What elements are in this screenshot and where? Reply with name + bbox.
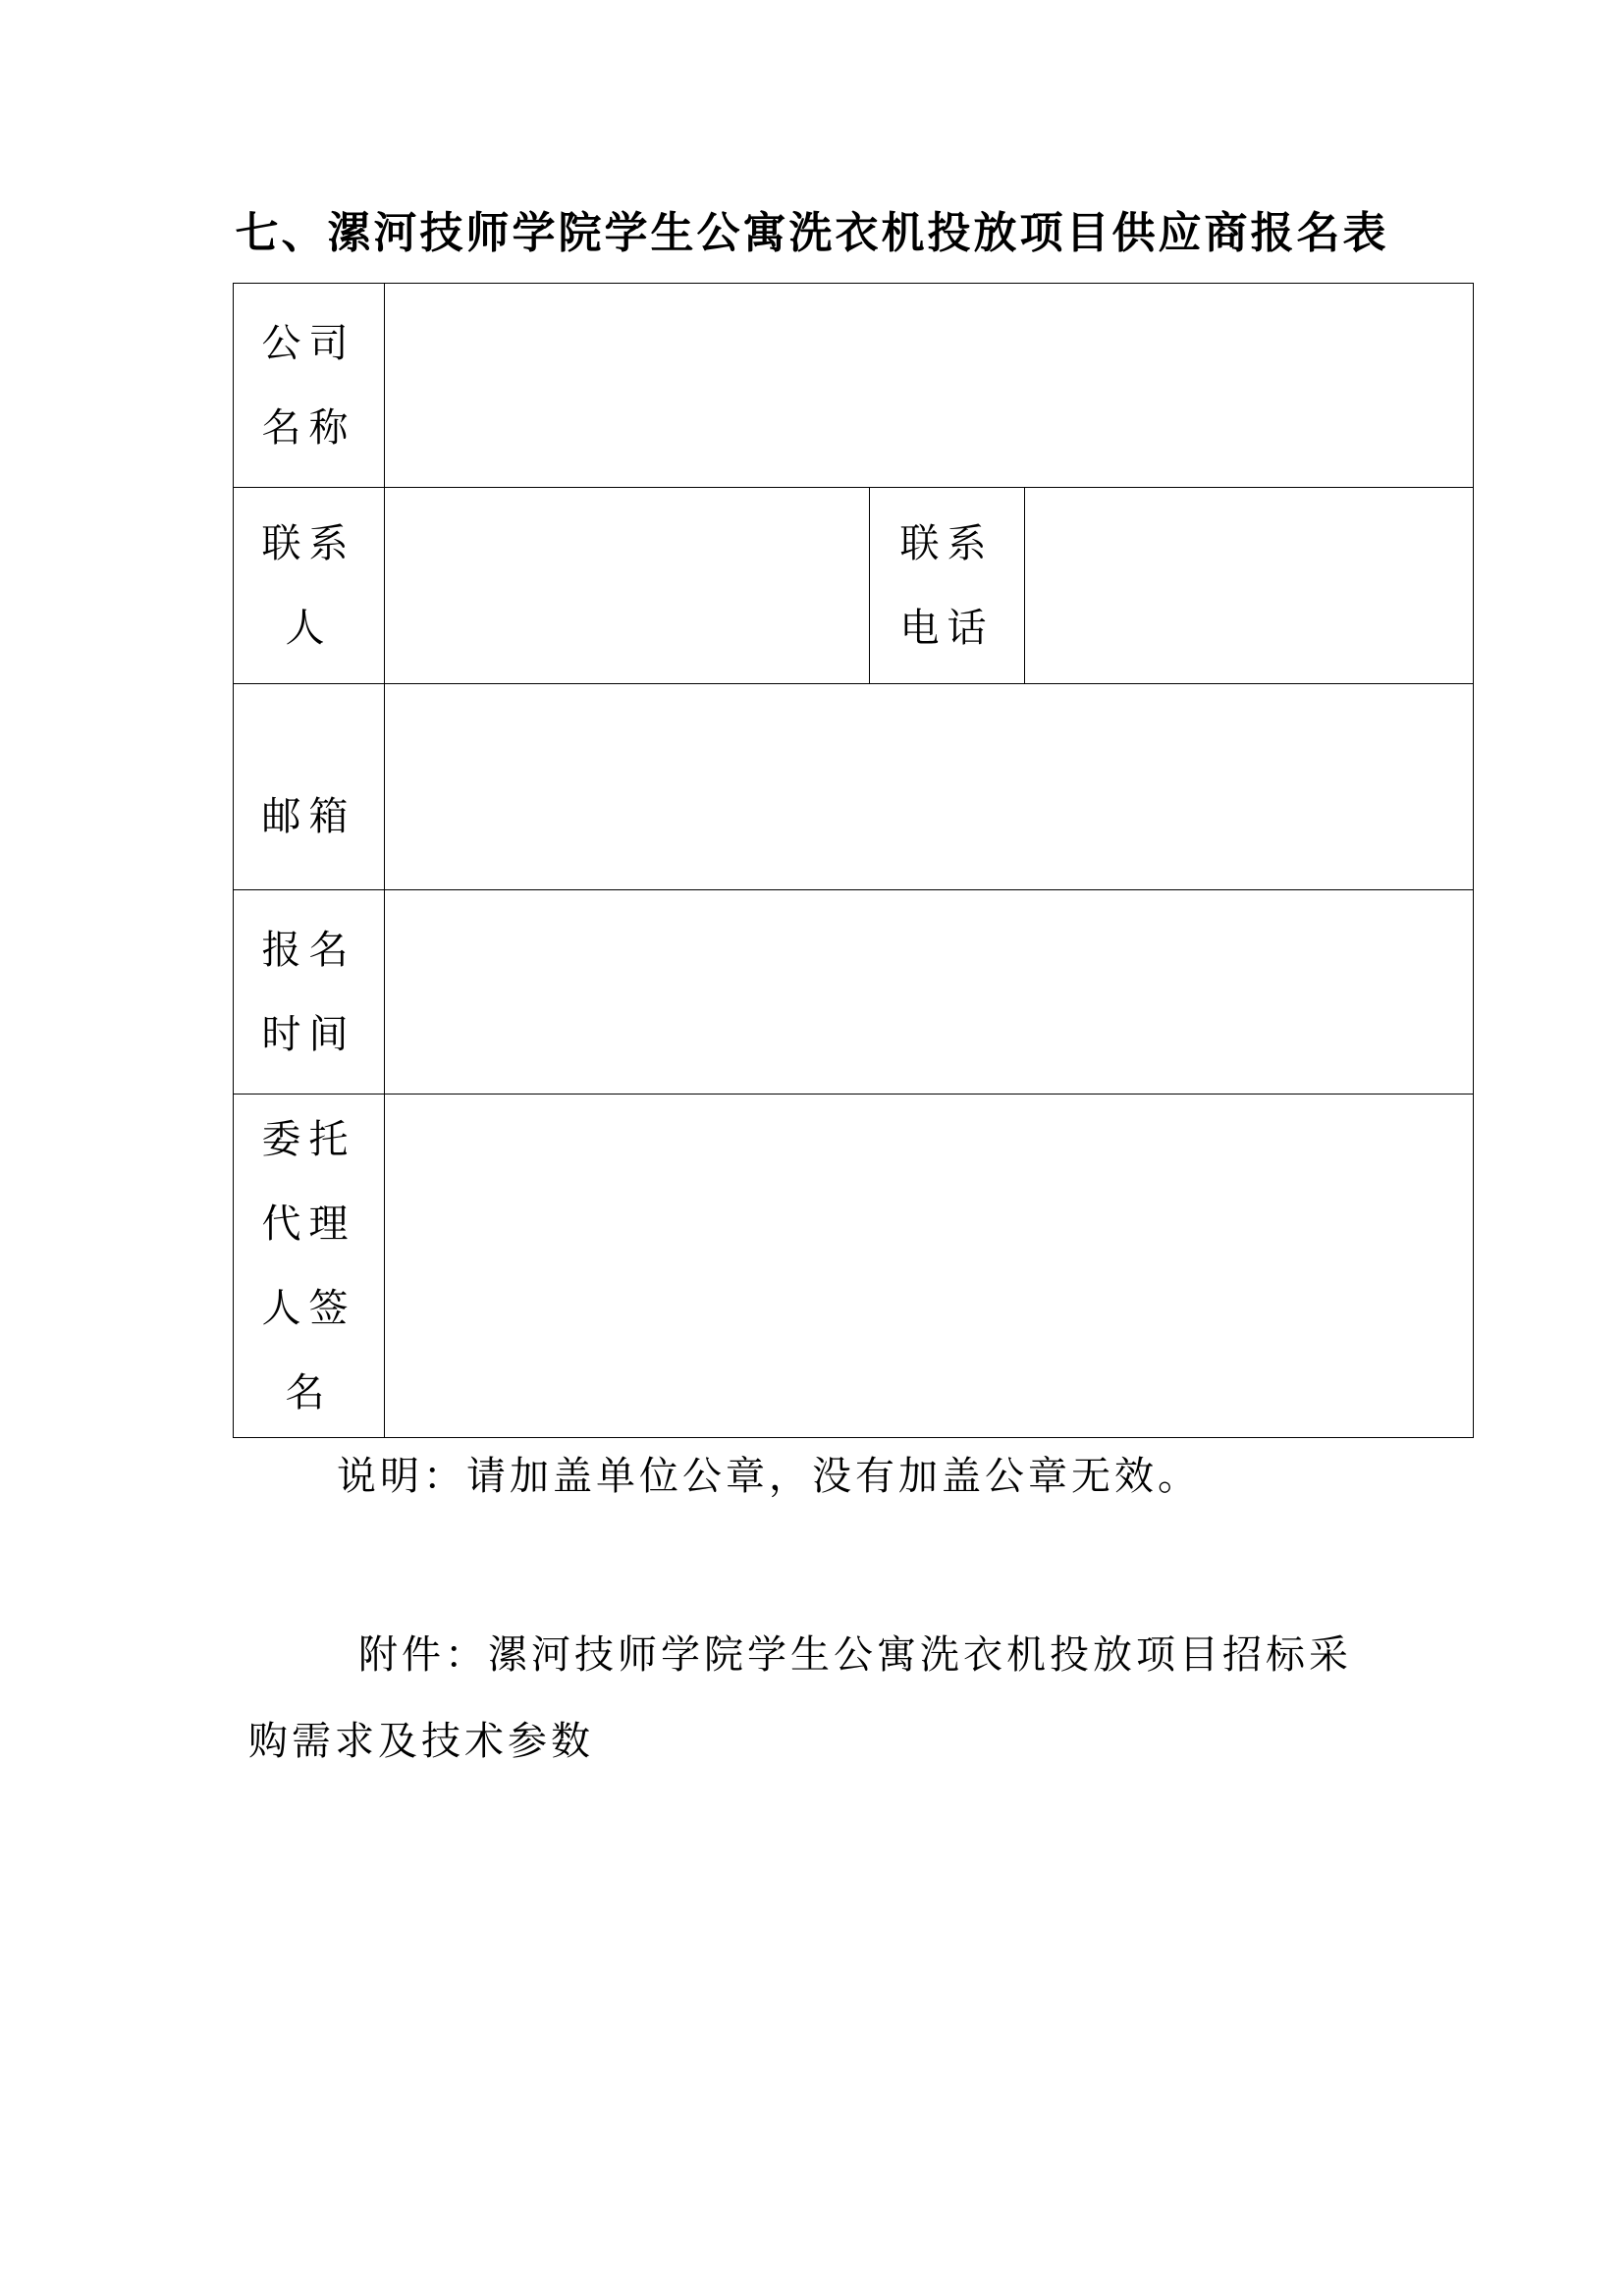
company-name-label-line: 名称 <box>261 404 356 451</box>
company-name-label <box>234 284 385 488</box>
contact-phone-label <box>870 488 1025 684</box>
agent-signature-label-line: 代理 <box>261 1201 356 1247</box>
agent-signature-label-line: 人签 <box>261 1285 356 1331</box>
attachment-line: 附件：漯河技师学院学生公寓洗衣机投放项目招标采 <box>358 1632 1352 1678</box>
company-name-label-line: 公司 <box>261 320 356 366</box>
email-field[interactable] <box>385 684 1474 890</box>
agent-signature-label <box>234 1095 385 1438</box>
attachment-line: 购需求及技术参数 <box>248 1719 594 1764</box>
agent-signature-label-line: 委托 <box>261 1116 356 1162</box>
registration-time-label-line: 报名 <box>261 927 356 973</box>
contact-person-label <box>234 488 385 684</box>
contact-phone-label-line: 联系 <box>899 520 995 566</box>
row-email <box>234 684 1474 890</box>
company-name-field[interactable] <box>385 284 1474 488</box>
row-contact <box>234 488 1474 684</box>
email-label: 邮箱 <box>234 684 385 890</box>
contact-person-label-line: 联系 <box>261 520 356 566</box>
agent-signature-label-line: 名 <box>285 1369 333 1415</box>
contact-phone-field[interactable] <box>1025 488 1474 684</box>
note-text: 说明：请加盖单位公章，没有加盖公章无效。 <box>337 1454 1201 1499</box>
agent-signature-field[interactable] <box>385 1095 1474 1438</box>
registration-form-table <box>233 283 1474 1438</box>
row-company-name <box>234 284 1474 488</box>
registration-time-label <box>234 890 385 1095</box>
page-title: 七、漯河技师学院学生公寓洗衣机投放项目供应商报名表 <box>235 208 1389 258</box>
contact-person-field[interactable] <box>385 488 870 684</box>
registration-time-label-line: 时间 <box>261 1011 356 1057</box>
attachment-paragraph <box>248 1612 1378 1785</box>
row-registration-time <box>234 890 1474 1095</box>
contact-phone-label-line: 电话 <box>899 605 995 651</box>
contact-person-label-line: 人 <box>285 605 333 651</box>
row-agent-signature <box>234 1095 1474 1438</box>
registration-time-field[interactable] <box>385 890 1474 1095</box>
